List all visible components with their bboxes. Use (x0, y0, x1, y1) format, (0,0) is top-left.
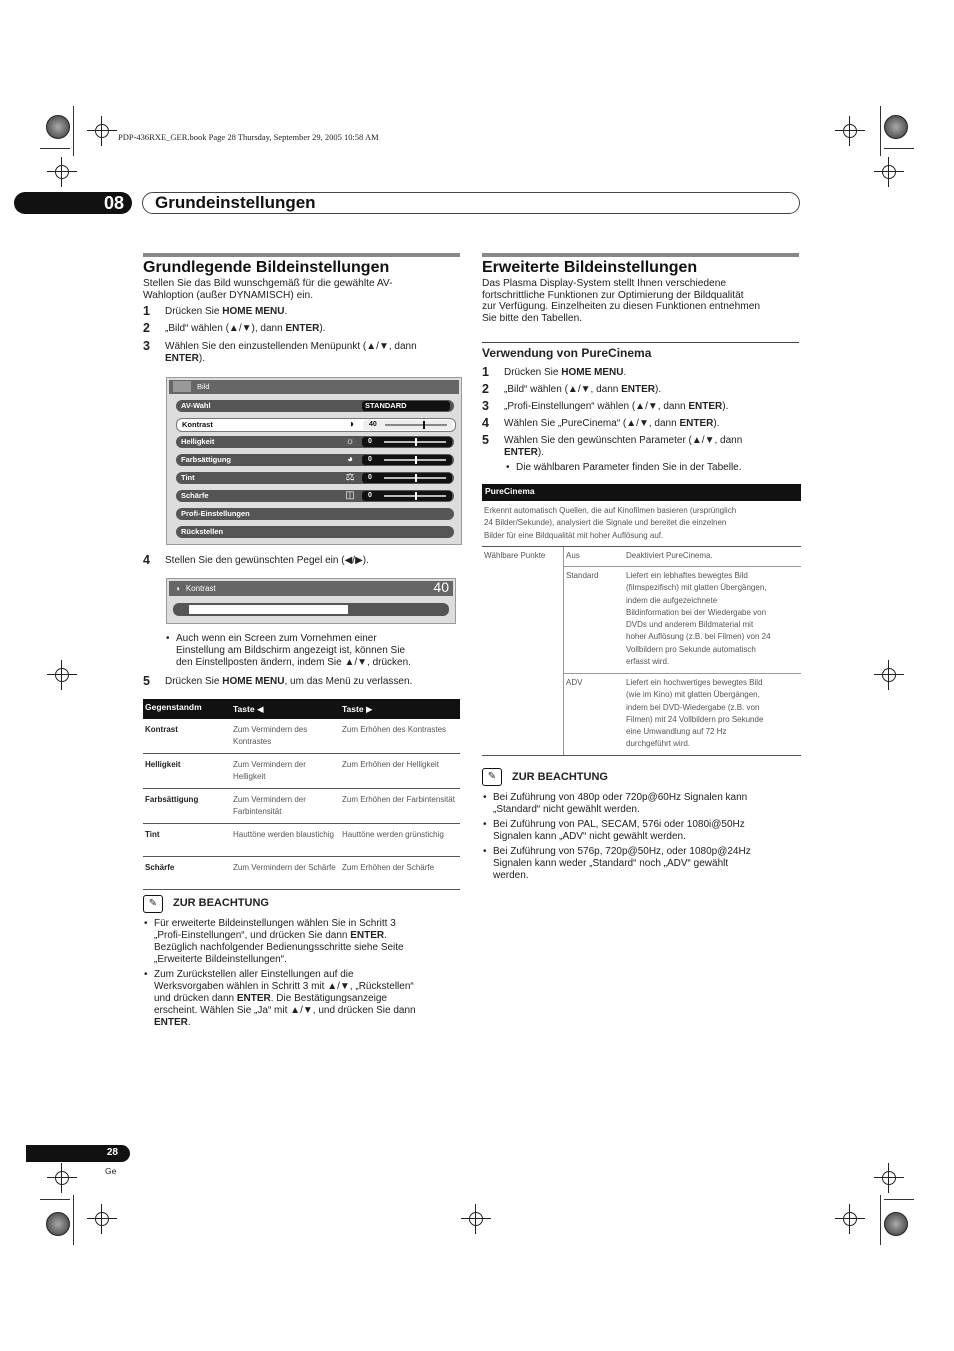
arrow-up-icon: ▲ (691, 435, 702, 446)
registration-mark (461, 1204, 491, 1234)
registration-mark (87, 1204, 117, 1234)
slider-knob (415, 474, 417, 482)
table-row (143, 857, 460, 890)
step-text: , dann (648, 418, 680, 429)
note-line: • Bei Zuführung von 576p, 720p@50Hz, oder 1080p@24Hz (493, 846, 751, 857)
bullet-line: , drücken. (367, 657, 411, 668)
note-line: Bezüglich nachfolgender Bedienungsschritte siehe Seite (154, 942, 404, 953)
section-rule (482, 253, 799, 257)
option-name: ADV (566, 678, 583, 687)
registration-mark (47, 157, 77, 187)
step-text: „Bild“ wählen ( (165, 323, 229, 334)
step-text: , dann (657, 401, 689, 412)
slider-knob (423, 421, 425, 429)
osd-bar-fill (189, 605, 348, 614)
intro-text (143, 278, 460, 301)
step-4 (482, 416, 720, 430)
arrow-right-icon: ▶ (365, 704, 373, 714)
crop-mark (73, 106, 74, 156)
step-number: 4 (482, 416, 489, 430)
note-title: ZUR BEACHTUNG (512, 771, 608, 783)
step-5 (143, 674, 413, 688)
section-heading: Erweiterte Bildeinstellungen (482, 259, 698, 276)
slider-knob (415, 438, 417, 446)
table-rule (482, 546, 801, 547)
table-cell: Hauttöne werden blaustichig (231, 824, 340, 857)
desc-line: Erkennt automatisch Quellen, die auf Kinofilmen basieren (ursprünglich (484, 506, 737, 515)
intro-line: zur Verfügung. Einzelheiten zu diesen Funktionen entnehmen (482, 301, 761, 312)
note-pencil-icon: ✎ (143, 895, 163, 913)
intro-line: Stellen Sie das Bild wunschgemäß für die gewählte AV- (143, 278, 393, 289)
note-bullet (154, 969, 460, 1029)
option-desc: Bildinformation bei der Wiedergabe von (626, 607, 767, 617)
arrow-separator: / (701, 435, 705, 446)
option-desc: eine Umwandlung auf 72 Hz (626, 727, 727, 737)
arrow-separator: / (577, 384, 581, 395)
arrow-up-icon: ▲ (344, 657, 355, 668)
step-text: Drücken Sie (165, 676, 223, 687)
file-info: PDP-436RXE_GER.book Page 28 Thursday, September 29, 2005 10:58 AM (118, 132, 379, 142)
step-1 (143, 304, 288, 318)
step-text: Drücken Sie (165, 306, 223, 317)
slider-value: 0 (368, 474, 372, 481)
table-cell: Schärfe (143, 857, 231, 890)
table-cell: Farbsättigung (143, 789, 231, 824)
option-aus (566, 550, 801, 562)
arrow-separator: / (645, 401, 648, 412)
table-row (143, 824, 460, 857)
step-text: „Profi-Einstellungen“ wählen ( (504, 401, 636, 412)
table-cell: Zum Erhöhen des Kontrastes (340, 719, 460, 754)
step-text: Wählen Sie den einzustellenden Menüpunkt ( (165, 341, 367, 352)
note-bullet (493, 792, 799, 816)
key-label: HOME MENU (222, 306, 285, 317)
bullet-note (176, 633, 460, 669)
subsection-heading: Verwendung von PureCinema (482, 346, 652, 360)
key-label: HOME MENU (561, 367, 624, 378)
arrow-up-icon: ▲ (635, 401, 646, 412)
slider (362, 473, 452, 483)
menu-row-label: Schärfe (181, 491, 209, 500)
note-line: . (187, 1017, 191, 1028)
slider (362, 491, 452, 501)
key-label: ENTER (350, 930, 385, 941)
arrow-down-icon: ▼ (647, 401, 658, 412)
step-number: 2 (143, 321, 150, 335)
note-line: • Bei Zuführung von PAL, SECAM, 576i oder 1080i@50Hz (493, 819, 745, 830)
menu-row-schaerfe[interactable] (176, 490, 454, 502)
table-header: Taste (342, 704, 364, 714)
table-cell: Kontrast (143, 719, 231, 754)
picture-icon (173, 381, 191, 392)
arrow-down-icon: ▼ (580, 384, 591, 395)
table-header: Gegenstandm (145, 702, 202, 712)
slider-value: 0 (368, 492, 372, 499)
osd-bar (173, 603, 449, 616)
crop-mark (40, 1199, 70, 1200)
option-adv (566, 677, 801, 749)
menu-row-value: STANDARD (362, 401, 450, 411)
step-text: Stellen Sie den gewünschten Pegel ein ( (165, 555, 345, 566)
intro-line: Wahloption (außer DYNAMISCH) ein. (143, 289, 314, 301)
crop-mark (40, 148, 70, 149)
option-desc: Liefert ein hochwertiges bewegtes Bild (626, 678, 763, 687)
step-text: , um das Menü zu verlassen. (284, 676, 413, 687)
registration-mark (874, 660, 904, 690)
osd-label: Kontrast (185, 584, 216, 593)
contrast-icon: ◑ (347, 419, 355, 430)
table-header: Taste (233, 704, 255, 714)
menu-row-label: Farbsättigung (181, 455, 231, 464)
key-label: ENTER (165, 353, 199, 364)
step-text: ). (655, 384, 662, 395)
menu-row-label: Profi-Einstellungen (181, 509, 250, 518)
table-cell: Zum Vermindern der Helligkeit (231, 754, 340, 789)
registration-mark (87, 116, 117, 146)
step-bullet: • Die wählbaren Parameter finden Sie in der Tabelle. (516, 462, 742, 474)
row-label: Wählbare Punkte (484, 551, 546, 560)
slider-knob (415, 456, 417, 464)
step-2 (482, 382, 662, 396)
menu-row-label: Rückstellen (181, 527, 224, 536)
note-line: Signalen kann weder „Standard“ noch „ADV“ gewählt (493, 858, 729, 869)
page-number: 28 (106, 1147, 118, 1158)
arrow-separator: / (376, 341, 379, 352)
step-text: . (284, 306, 288, 317)
step-text: , dann (590, 384, 622, 395)
step-text: Drücken Sie (504, 367, 562, 378)
note-line: . (384, 930, 387, 941)
step-number: 5 (143, 674, 150, 688)
option-desc: Deaktiviert PureCinema. (626, 551, 713, 560)
step-number: 4 (143, 553, 150, 567)
arrow-up-icon: ▲ (366, 341, 377, 352)
intro-line: Das Plasma Display-System stellt Ihnen verschiedene (482, 278, 727, 289)
note-bullet (493, 819, 799, 843)
step-number: 1 (143, 304, 150, 318)
menu-row-label: Helligkeit (181, 437, 215, 446)
table-cell: Zum Vermindern der Farbintensität (231, 789, 340, 824)
table-cell: Zum Erhöhen der Helligkeit (340, 754, 460, 789)
step-text: . (623, 367, 627, 378)
note-line: erscheint. Wählen Sie „Ja“ mit (154, 1005, 291, 1016)
slider-value: 0 (368, 456, 372, 463)
note-line: Werksvorgaben wählen in Schritt 3 mit (154, 981, 328, 992)
arrow-separator: / (352, 555, 356, 566)
registration-disc (46, 1212, 70, 1236)
registration-mark (835, 1204, 865, 1234)
slider-value: 0 (368, 438, 372, 445)
table-cell: Helligkeit (143, 754, 231, 789)
step-text: ), dann (251, 323, 286, 334)
slider (362, 455, 452, 465)
option-standard (566, 570, 801, 667)
crop-mark (880, 106, 881, 156)
subsection-rule (482, 342, 799, 343)
menu-row-tint[interactable] (176, 472, 454, 484)
bullet-line: Einstellung am Bildschirm angezeigt ist, können Sie (176, 645, 406, 656)
arrow-up-icon: ▲ (228, 323, 239, 334)
arrow-down-icon: ▼ (357, 657, 368, 668)
step-number: 5 (482, 433, 489, 447)
step-text: „Bild“ wählen ( (504, 384, 568, 395)
brightness-icon: ☼ (345, 436, 355, 447)
menu-row-farbsaettigung[interactable] (176, 454, 454, 466)
arrow-separator: / (300, 1005, 303, 1016)
arrow-down-icon: ▼ (302, 1005, 313, 1016)
slider (363, 420, 453, 430)
desc-line: Bilder für eine Bildqualität mit hoher Auflösung auf. (484, 530, 664, 540)
arrow-down-icon: ▼ (378, 341, 389, 352)
step-text: ). (319, 323, 326, 334)
note-line: , und drücken Sie dann (312, 1005, 416, 1016)
tint-icon: ⚖ (345, 472, 355, 483)
option-desc: erfasst wird. (626, 657, 670, 667)
registration-mark (47, 660, 77, 690)
table-rule (564, 673, 801, 674)
note-bullet (154, 918, 460, 966)
step-number: 1 (482, 365, 489, 379)
registration-mark (835, 116, 865, 146)
arrow-separator: / (238, 323, 242, 334)
menu-row-av-wahl[interactable] (176, 400, 454, 412)
key-label: ENTER (679, 418, 714, 429)
option-desc: (filmspezifisch) mit glatten Übergängen, (626, 583, 767, 593)
intro-line: fortschrittliche Funktionen zur Optimierung der Bildqualität (482, 289, 744, 301)
osd-value: 40 (433, 579, 449, 595)
purecinema-desc (484, 505, 799, 542)
registration-disc (46, 115, 70, 139)
intro-text (482, 278, 802, 324)
table-cell: Hauttöne werden grünstichig (340, 824, 460, 857)
menu-row-label: Tint (181, 473, 195, 482)
arrow-up-icon: ▲ (327, 981, 338, 992)
arrow-separator: / (337, 981, 340, 992)
chapter-bar (14, 192, 800, 214)
arrow-right-icon: ▶ (355, 555, 363, 566)
menu-title: Bild (197, 382, 210, 391)
menu-row-profi[interactable] (176, 508, 454, 520)
step-3 (482, 399, 729, 413)
table-row (143, 754, 460, 789)
note-line: und drücken dann (154, 993, 237, 1004)
desc-line: 24 Bilder/Sekunde), analysiert die Signale und bereitet die einzelnen (484, 518, 727, 528)
table-rule (564, 566, 801, 567)
step-3 (143, 339, 460, 365)
purecinema-table-header: PureCinema (482, 484, 801, 501)
menu-row-label: Kontrast (182, 420, 213, 429)
menu-header (169, 380, 459, 394)
option-desc: Liefert ein lebhaftes bewegtes Bild (626, 571, 748, 580)
menu-row-rueckstellen[interactable] (176, 526, 454, 538)
slider (362, 437, 452, 447)
note-line: • Für erweiterte Bildeinstellungen wählen Sie in Schritt 3 (154, 918, 396, 929)
note-title: ZUR BEACHTUNG (173, 897, 269, 909)
step-number: 3 (143, 339, 150, 353)
arrow-down-icon: ▼ (339, 981, 350, 992)
arrow-down-icon: ▼ (241, 323, 252, 334)
step-text: ). (537, 447, 545, 458)
note-line: „Profi-Einstellungen“, und drücken Sie dann (154, 930, 351, 941)
arrow-left-icon: ◀ (344, 555, 353, 566)
option-desc: Vollbildern pro Sekunde automatisch (626, 644, 756, 654)
option-desc: (wie im Kino) mit glatten Übergängen, (626, 690, 760, 700)
menu-row-label: AV-Wahl (181, 401, 211, 410)
table-cell: Tint (143, 824, 231, 857)
chapter-number: 08 (14, 192, 132, 214)
color-icon: ◕ (346, 454, 354, 465)
table-cell: Zum Erhöhen der Farbintensität (340, 789, 460, 824)
note-line: • Bei Zuführung von 480p oder 720p@60Hz Signalen kann (493, 792, 748, 803)
arrow-down-icon: ▼ (704, 435, 715, 446)
step-text: ). (722, 401, 729, 412)
option-desc: indem bei DVD-Wiedergabe (z.B. von (626, 702, 760, 712)
step-text: ). (713, 418, 720, 429)
language-code: Ge (105, 1166, 117, 1176)
registration-mark (874, 1163, 904, 1193)
option-desc: durchgeführt wird. (626, 739, 691, 749)
menu-row-helligkeit[interactable] (176, 436, 454, 448)
registration-mark (47, 1163, 77, 1193)
key-label: ENTER (154, 1017, 188, 1028)
step-2 (143, 321, 326, 335)
crop-mark (73, 1195, 74, 1245)
registration-disc (884, 115, 908, 139)
arrow-separator: / (636, 418, 639, 429)
picture-menu (166, 377, 462, 545)
step-text: ). (198, 353, 206, 364)
step-number: 2 (482, 382, 489, 396)
arrow-up-icon: ▲ (567, 384, 578, 395)
key-label: ENTER (621, 384, 656, 395)
step-text: ). (362, 555, 369, 566)
step-text: , dann (388, 341, 417, 352)
crop-mark (884, 148, 914, 149)
sharpness-icon: ◫ (345, 490, 355, 501)
option-desc: Filmen) mit 24 Vollbildern pro Sekunde (626, 714, 764, 724)
step-text: Wählen Sie „PureCinema“ ( (504, 418, 627, 429)
registration-mark (874, 157, 904, 187)
option-desc: indem die aufgezeichnete (626, 595, 718, 605)
table-cell: Zum Vermindern der Schärfe (231, 857, 340, 890)
crop-mark (880, 1195, 881, 1245)
chapter-title: Grundeinstellungen (142, 192, 800, 214)
step-number: 3 (482, 399, 489, 413)
step-text: , dann (714, 435, 743, 446)
arrow-left-icon: ◀ (256, 704, 264, 714)
section-rule (143, 253, 460, 257)
slider-knob (415, 492, 417, 500)
step-5 (482, 433, 800, 459)
section-heading: Grundlegende Bildeinstellungen (143, 259, 390, 276)
key-label: ENTER (688, 401, 723, 412)
option-desc: hoher Auflösung (z.B. bei Filmen) von 24 (626, 632, 771, 642)
bullet-line: den Einstellposten ändern, indem Sie (176, 657, 342, 668)
note-line: „Standard“ nicht gewählt werden. (493, 804, 640, 815)
slider-value: 40 (369, 421, 377, 428)
menu-row-kontrast[interactable] (176, 418, 456, 432)
key-label: ENTER (504, 447, 538, 458)
option-desc: DVDs und anderem Bildmaterial mit (626, 620, 754, 630)
note-line: „Erweiterte Bildeinstellungen“. (154, 954, 287, 965)
contrast-osd (166, 578, 456, 624)
note-line: werden. (493, 870, 529, 881)
note-line: , „Rückstellen“ (349, 981, 414, 992)
registration-disc (884, 1212, 908, 1236)
table-divider (563, 547, 564, 755)
table-cell: Zum Erhöhen der Schärfe (340, 857, 460, 890)
step-4 (143, 553, 369, 567)
crop-mark (884, 1199, 914, 1200)
table-row (143, 719, 460, 754)
option-name: Aus (566, 551, 580, 560)
arrow-separator: / (354, 657, 358, 668)
arrow-down-icon: ▼ (638, 418, 649, 429)
table-row (143, 789, 460, 824)
contrast-icon: ◑ (175, 584, 180, 593)
intro-line: Sie bitte den Tabellen. (482, 312, 583, 324)
note-pencil-icon: ✎ (482, 768, 502, 786)
arrow-up-icon: ▲ (626, 418, 637, 429)
bullet-line: • Auch wenn ein Screen zum Vornehmen einer (176, 633, 377, 644)
key-label: ENTER (285, 323, 320, 334)
note-line: . Die Bestätigungsanzeige (270, 993, 387, 1004)
step-1 (482, 365, 627, 379)
table-cell: Zum Vermindern des Kontrastes (231, 719, 340, 754)
arrow-up-icon: ▲ (290, 1005, 301, 1016)
adjustment-table (143, 699, 460, 890)
page-number-tab (26, 1145, 130, 1162)
note-bullet (493, 846, 799, 882)
option-name: Standard (566, 571, 599, 580)
key-label: HOME MENU (222, 676, 285, 687)
note-line: • Zum Zurückstellen aller Einstellungen auf die (154, 969, 354, 980)
key-label: ENTER (236, 993, 271, 1004)
table-rule (482, 755, 801, 756)
note-line: Signalen kann „ADV“ nicht gewählt werden. (493, 831, 686, 842)
step-text: Wählen Sie den gewünschten Parameter ( (504, 435, 692, 446)
